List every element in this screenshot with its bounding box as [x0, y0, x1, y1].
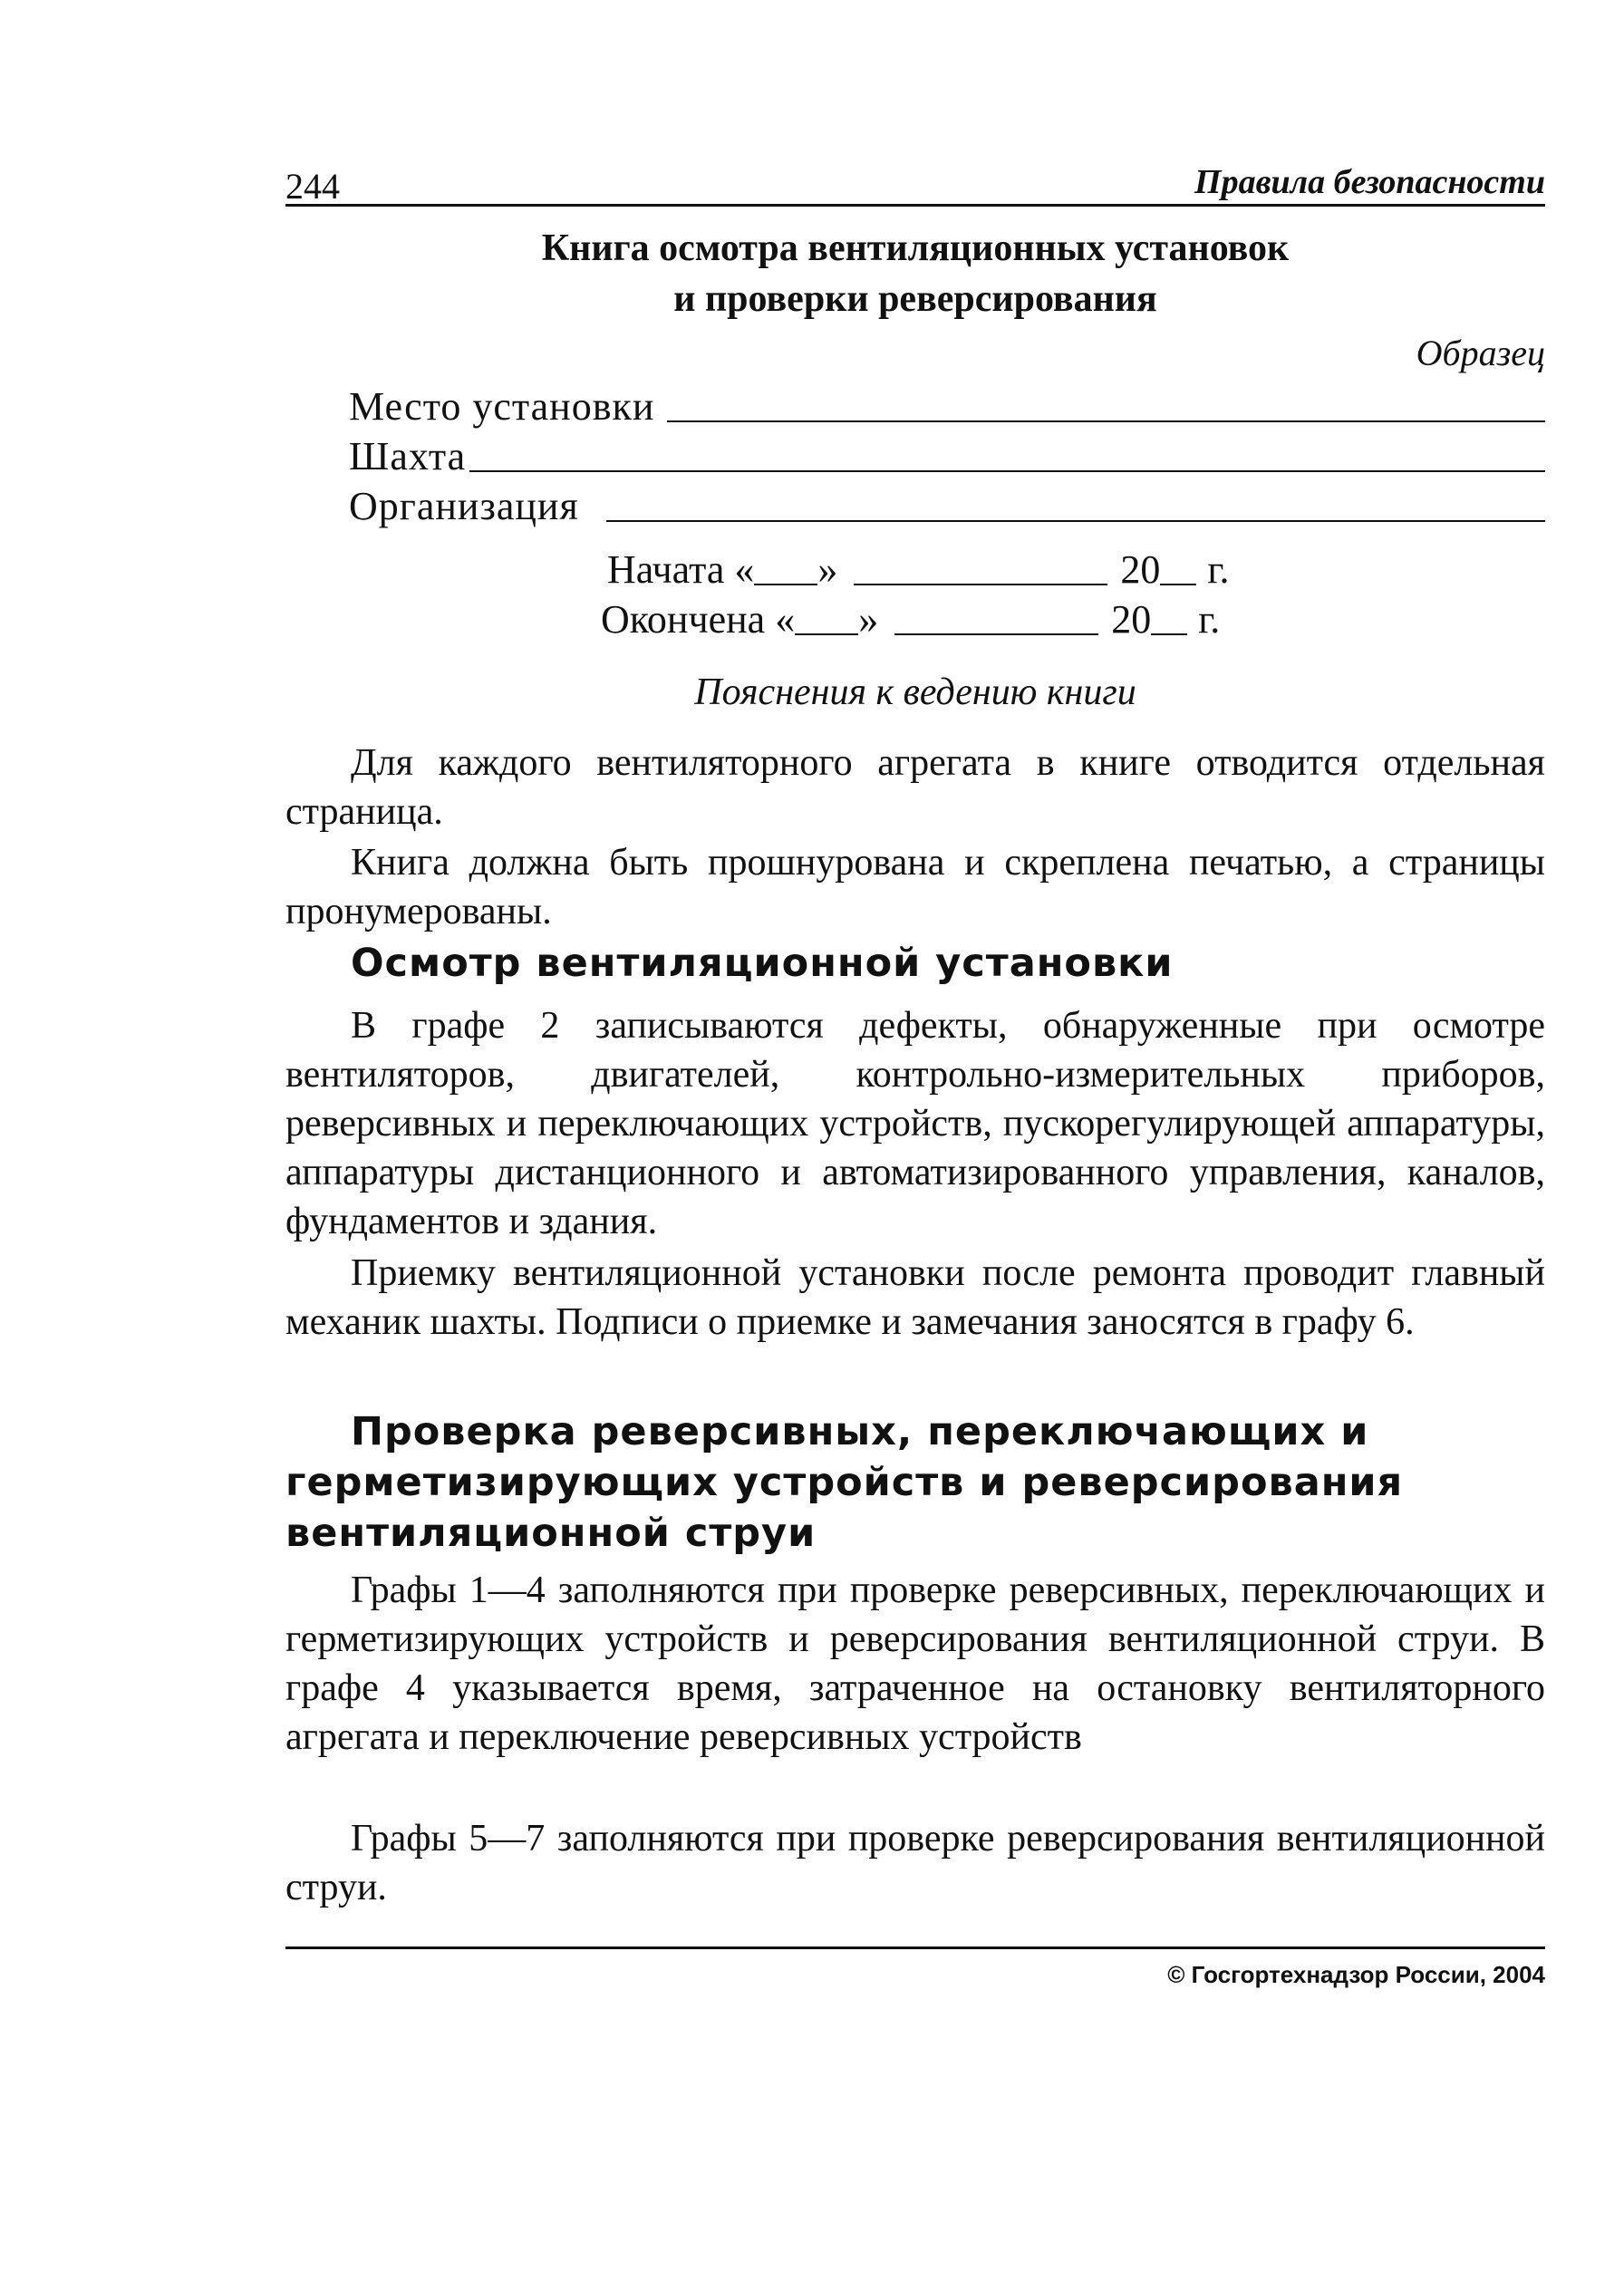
day-blank[interactable]: [754, 584, 817, 585]
year-prefix: 20: [1120, 547, 1161, 592]
fill-in-line[interactable]: [469, 470, 1545, 472]
year-suffix: г.: [1198, 597, 1221, 642]
started-label: Начата «: [607, 547, 755, 592]
footer-rule: [285, 1946, 1545, 1949]
paragraph: Для каждого вентиляторного агрегата в книге отводится отдельная страница.: [285, 742, 1545, 833]
month-blank[interactable]: [894, 633, 1098, 635]
paragraph: В графе 2 записываются дефекты, обнаруженные при осмотре вентиляторов, двигателей, контрольно-измерительных приборов, реверсивных и переключающих устройств, пускорегулирующей аппаратуры, аппаратуры дистанционного и автоматизированного управления, каналов, фундаментов и здания.: [285, 1005, 1545, 1242]
book-title-line-2: и проверки реверсирования: [673, 278, 1157, 320]
year-blank[interactable]: [1151, 633, 1187, 635]
page-number: 244: [285, 166, 340, 207]
fill-in-line[interactable]: [667, 420, 1545, 422]
month-blank[interactable]: [854, 584, 1107, 585]
explanations-title: Пояснения к ведению книги: [694, 671, 1136, 713]
paragraph: Графы 5—7 заполняются при проверке реверсирования вентиляционной струи.: [285, 1818, 1545, 1908]
running-header: [285, 154, 1545, 207]
field-label: Место установки: [349, 384, 655, 429]
field-organization: [349, 482, 1545, 529]
ended-label: Окончена «: [601, 597, 796, 642]
copyright: © Госгортехнадзор России, 2004: [1167, 1961, 1545, 1988]
field-mine: [349, 432, 1545, 479]
year-blank[interactable]: [1160, 584, 1196, 585]
field-installation-place: [349, 382, 1545, 430]
day-blank[interactable]: [795, 633, 858, 635]
sample-label: Образец: [1416, 333, 1545, 373]
book-title-line-1: Книга осмотра вентиляционных установок: [541, 227, 1290, 269]
ended-date-line: [601, 595, 1220, 642]
book-title: [285, 223, 1545, 324]
document-page: [285, 0, 1545, 2270]
paragraph: Книга должна быть прошнурована и скреплена печатью, а страницы пронумерованы.: [285, 842, 1545, 932]
started-date-line: [607, 546, 1229, 593]
year-prefix: 20: [1111, 597, 1152, 642]
section-heading-inspection: Осмотр вентиляционной установки: [351, 941, 1174, 986]
field-label: Шахта: [349, 434, 467, 478]
running-title: Правила безопасности: [1194, 163, 1545, 201]
fill-in-line[interactable]: [606, 520, 1545, 522]
paragraph: Приемку вентиляционной установки после ремонта проводит главный механик шахты. Подписи о приемке и замечания заносятся в графу 6.: [285, 1252, 1545, 1343]
field-label: Организация: [349, 484, 579, 528]
paragraph: Графы 1—4 заполняются при проверке реверсивных, переключающих и герметизирующих устройств и реверсирования вентиляционной струи. В графе 4 указывается время, затраченное на остановку вентиляторного агрегата и переключение реверсивных устройств: [285, 1570, 1545, 1758]
quote-close: »: [817, 547, 838, 592]
section-heading-check: Проверка реверсивных, переключающих и герметизирующих устройств и реверсирования вентиляционной струи: [285, 1409, 1404, 1556]
year-suffix: г.: [1207, 547, 1230, 592]
quote-close: »: [858, 597, 879, 642]
